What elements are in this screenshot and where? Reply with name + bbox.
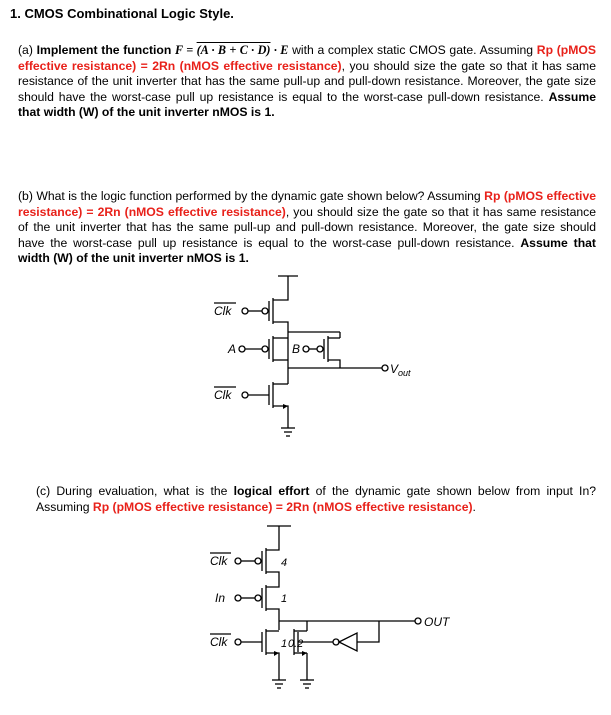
vout-label <box>390 362 411 378</box>
clk-input-node-bottom <box>242 392 248 398</box>
input-b-label: B <box>292 342 301 356</box>
part-c-text <box>36 484 596 515</box>
input-b-node <box>303 346 309 352</box>
dynamic-gate-circuit-c <box>195 520 475 710</box>
vout-sub: out <box>398 368 411 378</box>
clk-label-bottom: Clk <box>214 388 232 402</box>
function-eq: = <box>182 43 197 57</box>
part-c-label: (c) <box>36 484 51 498</box>
pmos-c-gate-bubble <box>255 558 261 564</box>
a-gate-bubble <box>262 346 268 352</box>
out-label: OUT <box>424 615 450 629</box>
eval-source <box>273 406 288 428</box>
input-a-label: A <box>228 342 237 356</box>
function-tail: · E <box>270 43 289 57</box>
function-lhs: F <box>175 43 183 57</box>
pmos-clk-source <box>273 290 288 300</box>
input-in-node <box>235 595 241 601</box>
input-a-node <box>239 346 245 352</box>
part-c-s1: During evaluation, what is the <box>50 484 234 498</box>
input-in-label: In <box>215 591 226 605</box>
part-b-s1: What is the logic function performed by the dynamic gate shown below? Assuming <box>32 189 485 203</box>
part-a-lead: Implement the function <box>36 43 172 57</box>
clk-label-c-bottom: Clk <box>210 635 228 649</box>
in-bottom <box>266 609 279 621</box>
pmos-c-source <box>266 544 279 550</box>
problem-title: 1. CMOS Combinational Logic Style. <box>10 6 234 21</box>
part-a-text <box>18 43 596 121</box>
feedback-inverter <box>339 633 357 651</box>
b-gate-bubble <box>317 346 323 352</box>
part-c-resistance: Rp (pMOS effective resistance) = 2Rn (nMOS effective resistance) <box>92 499 473 514</box>
part-a-label: (a) <box>18 43 33 57</box>
eval-c-source <box>266 653 279 680</box>
part-b-resistance: Rp (pMOS effective resistance) = 2Rn (nMOS effective resistance) <box>18 189 596 219</box>
size-bot: 1 <box>281 638 288 650</box>
pmos-clk-gate-bubble <box>262 308 268 314</box>
dynamic-gate-circuit-b <box>200 268 440 448</box>
part-a-assumption: Assume that width (W) of the unit inverter nMOS is 1. <box>18 89 596 120</box>
part-a-resistance: Rp (pMOS effective resistance) = 2Rn (nMOS effective resistance) <box>18 43 596 73</box>
part-b-text <box>18 189 596 267</box>
part-c-logical-effort: logical effort <box>233 484 310 498</box>
clk-label-c-top: Clk <box>210 554 228 568</box>
in-top <box>266 583 279 587</box>
clk-node-c-bottom <box>235 639 241 645</box>
output-node-c <box>415 618 421 624</box>
vout-v: V <box>390 362 399 376</box>
part-a-s2: , you should size the gate so that it has same resistance of the unit inverter that has the same pull-up and pull-down resistance. Moreover, the gate size should have the worst-case pull up resistance is equal to the worst-case pull-down resistance. <box>18 58 596 104</box>
size-mid: 1 <box>281 593 288 605</box>
part-a-s1: with a complex static CMOS gate. Assuming <box>288 43 537 57</box>
part-b-s2: , you should size the gate so that it has same resistance of the unit inverter that has the same pull-up and pull-down resistance. Moreover, the gate size should have the worst-case pull up resistance is equal to the worst-case pull-down resistance. <box>18 204 596 250</box>
part-b-assumption: Assume that width (W) of the unit inverter nMOS is 1. <box>18 235 596 266</box>
clk-label-top: Clk <box>214 304 232 318</box>
part-c-s2: of the dynamic gate shown below from input In? Assuming <box>36 484 596 514</box>
pmos-c-drain <box>266 572 279 583</box>
function-overbar-term: (A · B + C · D) <box>196 43 271 57</box>
clk-input-node-top <box>242 308 248 314</box>
size-keeper: 0.2 <box>288 638 304 650</box>
in-gate-bubble <box>255 595 261 601</box>
inverter-input-wire <box>357 621 379 642</box>
size-top: 4 <box>281 557 288 569</box>
part-c-s3: . <box>472 499 476 514</box>
part-b-label: (b) <box>18 189 33 203</box>
output-node <box>382 365 388 371</box>
b-transistor-bottom <box>328 360 340 368</box>
pmos-clk-drain <box>273 322 288 332</box>
clk-node-c-top <box>235 558 241 564</box>
